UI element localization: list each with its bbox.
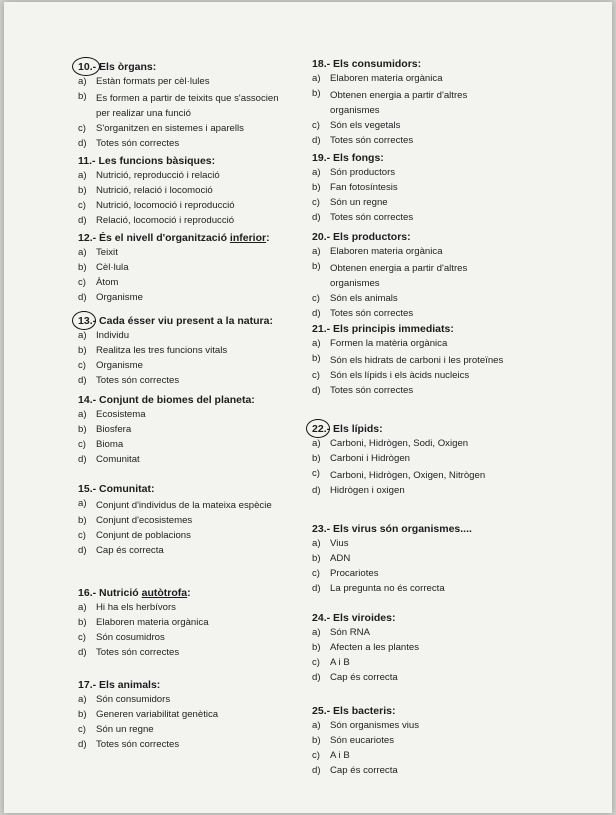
question-text: Els viroides: xyxy=(333,612,396,624)
option-letter: a) xyxy=(312,438,321,450)
answer-option-b[interactable] xyxy=(312,642,512,655)
option-letter: a) xyxy=(78,694,87,706)
option-letter: d) xyxy=(78,291,87,303)
option-text: Són els lípids i els àcids nucleics xyxy=(330,370,470,382)
option-letter: b) xyxy=(312,641,321,653)
option-text: Totes són correctes xyxy=(96,738,180,750)
question-separator: .- xyxy=(323,152,334,164)
answer-option-c[interactable] xyxy=(312,120,512,133)
option-text: Són cosumidros xyxy=(96,631,165,643)
option-text: Nutrició, reproducció i relació xyxy=(96,170,220,182)
question-number: 10 xyxy=(78,61,90,73)
answer-option-d[interactable] xyxy=(78,215,293,228)
answer-option-a[interactable] xyxy=(78,694,293,707)
question-21 xyxy=(312,322,512,398)
option-text: Són els animals xyxy=(330,293,398,305)
question-separator: .- xyxy=(323,705,334,717)
option-letter: b) xyxy=(78,344,87,356)
option-letter: a) xyxy=(312,338,321,350)
question-text: Els productors: xyxy=(333,231,411,243)
option-text: Generen variabilitat genètica xyxy=(96,708,219,720)
option-letter: c) xyxy=(312,370,320,382)
question-15 xyxy=(78,482,293,558)
option-letter: c) xyxy=(78,123,86,135)
option-letter: c) xyxy=(78,530,86,542)
answer-option-d[interactable] xyxy=(312,765,512,778)
answer-option-b[interactable] xyxy=(78,617,293,630)
option-text: Cap és correcta xyxy=(330,671,398,683)
answer-option-a[interactable] xyxy=(78,409,293,422)
question-text: Els virus són organismes.... xyxy=(333,523,472,535)
option-text: Són un regne xyxy=(330,196,388,208)
answer-option-b[interactable] xyxy=(312,453,512,466)
option-text: Són organismes vius xyxy=(330,720,420,732)
question-text: Les funcions bàsiques: xyxy=(98,155,216,167)
answer-option-b[interactable] xyxy=(78,91,293,121)
question-text-underlined: autòtrofa xyxy=(141,587,188,599)
answer-option-b[interactable] xyxy=(78,185,293,198)
answer-option-a[interactable] xyxy=(78,76,293,89)
option-text: Cap és correcta xyxy=(96,544,164,556)
answer-option-a[interactable] xyxy=(312,627,512,640)
question-number: 18 xyxy=(312,58,324,70)
option-text: Són productors xyxy=(330,167,396,179)
option-letter: c) xyxy=(78,631,86,643)
option-letter: b) xyxy=(312,352,321,364)
option-text: Són els hidrats de carboni i les proteïnes xyxy=(330,354,504,366)
option-letter: c) xyxy=(312,749,320,761)
option-letter: d) xyxy=(312,307,321,319)
handwritten-circle-mark xyxy=(72,57,100,76)
question-13 xyxy=(78,314,293,387)
answer-option-b[interactable] xyxy=(312,88,512,118)
handwritten-circle-mark xyxy=(72,311,96,330)
answer-option-c[interactable] xyxy=(312,370,512,383)
option-text: Organisme xyxy=(96,359,143,371)
question-text: Els lípids: xyxy=(333,423,383,435)
answer-option-a[interactable] xyxy=(312,538,512,551)
question-separator: .- xyxy=(89,394,100,406)
option-text: Totes són correctes xyxy=(330,134,414,146)
option-letter: a) xyxy=(312,627,321,639)
option-text: Totes són correctes xyxy=(96,374,180,386)
question-number: 11 xyxy=(78,155,90,167)
answer-option-a[interactable] xyxy=(312,73,512,86)
option-letter: b) xyxy=(312,734,321,746)
answer-option-c[interactable] xyxy=(312,568,512,581)
option-text: Conjunt d'individus de la mateixa espècie xyxy=(96,500,272,512)
question-17 xyxy=(78,678,293,751)
option-letter: c) xyxy=(78,199,86,211)
option-text: Biosfera xyxy=(96,423,132,435)
option-text: Cèl·lula xyxy=(96,261,129,273)
option-text: Totes són correctes xyxy=(330,211,414,223)
option-text: Vius xyxy=(330,538,349,550)
option-text: Elaboren materia orgànica xyxy=(330,246,443,258)
question-text: Els fongs: xyxy=(333,152,384,164)
option-text: Realitza les tres funcions vitals xyxy=(96,344,228,356)
option-text: Es formen a partir de teixits que s'associen per realizar una funció xyxy=(96,92,279,119)
option-text: Elaboren materia orgànica xyxy=(330,73,443,85)
answer-option-b[interactable] xyxy=(78,262,293,275)
option-text: Totes són correctes xyxy=(96,646,180,658)
option-letter: b) xyxy=(312,452,321,464)
option-text: Totes són correctes xyxy=(330,307,414,319)
answer-option-c[interactable] xyxy=(78,123,293,136)
answer-option-d[interactable] xyxy=(78,739,293,752)
option-text: Totes són correctes xyxy=(330,384,414,396)
question-title xyxy=(78,393,293,407)
option-letter: d) xyxy=(312,384,321,396)
option-text: Comunitat xyxy=(96,453,140,465)
answer-option-c[interactable] xyxy=(78,530,293,543)
question-text: Els animals: xyxy=(99,679,161,691)
answer-option-d[interactable] xyxy=(78,454,293,467)
answer-option-a[interactable] xyxy=(78,170,293,183)
question-12 xyxy=(78,231,293,304)
answer-option-a[interactable] xyxy=(312,338,512,351)
option-letter: d) xyxy=(78,374,87,386)
question-text: És el nivell d'organització xyxy=(99,232,230,244)
question-separator: .- xyxy=(89,61,100,73)
question-text: Comunitat: xyxy=(99,483,155,495)
answer-option-a[interactable] xyxy=(78,602,293,615)
option-text: Elaboren materia orgànica xyxy=(96,616,209,628)
question-22 xyxy=(312,422,512,498)
question-18 xyxy=(312,57,512,148)
option-letter: b) xyxy=(312,260,321,272)
option-text: Nutrició, relació i locomoció xyxy=(96,184,213,196)
option-text: Afecten a les plantes xyxy=(330,641,420,653)
option-letter: a) xyxy=(78,498,87,510)
answer-option-c[interactable] xyxy=(78,724,293,737)
option-text: Són eucariotes xyxy=(330,734,394,746)
answer-option-d[interactable] xyxy=(312,308,512,321)
option-text: Són un regne xyxy=(96,723,154,735)
option-letter: a) xyxy=(312,720,321,732)
option-letter: a) xyxy=(78,330,87,342)
question-title xyxy=(312,611,512,625)
answer-option-c[interactable] xyxy=(78,439,293,452)
answer-option-d[interactable] xyxy=(78,545,293,558)
option-text: Conjunt d'ecosistemes xyxy=(96,515,193,527)
question-text: Els consumidors: xyxy=(333,58,422,70)
answer-option-b[interactable] xyxy=(78,709,293,722)
question-text: Nutrició xyxy=(99,587,142,599)
option-letter: b) xyxy=(78,515,87,527)
option-letter: c) xyxy=(312,656,320,668)
question-title xyxy=(78,60,293,74)
option-text: Individu xyxy=(96,330,130,342)
answer-option-b[interactable] xyxy=(312,553,512,566)
answer-option-c[interactable] xyxy=(78,200,293,213)
question-24 xyxy=(312,611,512,684)
option-letter: d) xyxy=(312,671,321,683)
question-separator: .- xyxy=(323,58,334,70)
question-separator: .- xyxy=(323,612,334,624)
question-14 xyxy=(78,393,293,466)
answer-option-d[interactable] xyxy=(312,385,512,398)
question-separator: .- xyxy=(323,231,334,243)
question-title xyxy=(312,151,512,165)
option-letter: b) xyxy=(78,90,87,102)
option-letter: b) xyxy=(78,261,87,273)
answer-option-c[interactable] xyxy=(312,468,512,483)
option-text: Són RNA xyxy=(330,627,370,639)
question-separator: .- xyxy=(89,315,100,327)
option-text: Són els vegetals xyxy=(330,120,401,132)
option-letter: a) xyxy=(78,247,87,259)
option-letter: c) xyxy=(312,120,320,132)
question-separator: .- xyxy=(323,523,334,535)
answer-option-b[interactable] xyxy=(312,735,512,748)
question-title xyxy=(312,522,512,536)
answer-option-d[interactable] xyxy=(78,292,293,305)
question-25 xyxy=(312,704,512,777)
option-letter: a) xyxy=(312,73,321,85)
option-letter: d) xyxy=(312,484,321,496)
question-16 xyxy=(78,586,293,659)
question-title xyxy=(312,230,512,244)
option-letter: c) xyxy=(312,567,320,579)
option-text: Carboni, Hidrògen, Sodi, Oxigen xyxy=(330,438,469,450)
question-separator: .- xyxy=(89,483,100,495)
option-letter: c) xyxy=(312,293,320,305)
question-10 xyxy=(78,60,293,151)
option-letter: b) xyxy=(312,181,321,193)
option-text: Ecosistema xyxy=(96,409,146,421)
answer-option-c[interactable] xyxy=(78,277,293,290)
handwritten-circle-mark xyxy=(306,419,330,438)
answer-option-d[interactable] xyxy=(78,375,293,388)
answer-option-a[interactable] xyxy=(312,720,512,733)
option-letter: b) xyxy=(312,87,321,99)
option-letter: b) xyxy=(78,616,87,628)
answer-option-c[interactable] xyxy=(312,197,512,210)
question-number: 13 xyxy=(78,315,90,327)
option-text: Obtenen energia a partir d'altres organismes xyxy=(330,262,468,289)
question-11 xyxy=(78,154,293,227)
option-text: A i B xyxy=(330,656,350,668)
question-number: 19 xyxy=(312,152,324,164)
option-letter: a) xyxy=(78,76,87,88)
question-separator: .- xyxy=(323,323,334,335)
question-text-end: : xyxy=(266,232,270,244)
question-title xyxy=(78,314,293,328)
question-text: Els bacteris: xyxy=(333,705,396,717)
question-text: Cada ésser viu present a la natura: xyxy=(99,315,273,327)
option-letter: d) xyxy=(78,738,87,750)
question-19 xyxy=(312,151,512,224)
option-text: Procariotes xyxy=(330,567,379,579)
answer-option-c[interactable] xyxy=(312,657,512,670)
question-separator: .- xyxy=(89,587,100,599)
answer-option-b[interactable] xyxy=(78,345,293,358)
option-letter: c) xyxy=(78,723,86,735)
answer-option-a[interactable] xyxy=(78,247,293,260)
answer-option-b[interactable] xyxy=(312,261,512,291)
question-number: 22 xyxy=(312,423,324,435)
question-title xyxy=(78,482,293,496)
answer-option-d[interactable] xyxy=(78,647,293,660)
question-title xyxy=(312,704,512,718)
question-title xyxy=(312,322,512,336)
question-separator: .- xyxy=(89,679,100,691)
question-title xyxy=(312,57,512,71)
option-text: Relació, locomoció i reproducció xyxy=(96,214,235,226)
question-number: 20 xyxy=(312,231,324,243)
option-text: Nutrició, locomoció i reproducció xyxy=(96,199,235,211)
question-title xyxy=(78,231,293,245)
option-letter: c) xyxy=(78,438,86,450)
question-number: 23 xyxy=(312,523,324,535)
option-letter: a) xyxy=(312,167,321,179)
answer-option-c[interactable] xyxy=(78,632,293,645)
answer-option-d[interactable] xyxy=(312,135,512,148)
option-text: Hidrògen i oxigen xyxy=(330,484,405,496)
answer-option-d[interactable] xyxy=(312,212,512,225)
option-letter: d) xyxy=(78,646,87,658)
question-title xyxy=(78,586,293,600)
option-letter: d) xyxy=(78,137,87,149)
answer-option-c[interactable] xyxy=(78,360,293,373)
option-letter: a) xyxy=(78,602,87,614)
option-text: Carboni, Hidrògen, Oxigen, Nitrògen xyxy=(330,469,486,481)
question-number: 12 xyxy=(78,232,90,244)
question-text: Els principis immediats: xyxy=(333,323,454,335)
option-letter: d) xyxy=(78,214,87,226)
option-text: Conjunt de poblacions xyxy=(96,530,191,542)
option-letter: d) xyxy=(312,764,321,776)
answer-option-b[interactable] xyxy=(78,515,293,528)
answer-option-a[interactable] xyxy=(78,330,293,343)
question-separator: .- xyxy=(89,155,99,167)
option-text: ADN xyxy=(330,552,351,564)
question-separator: .- xyxy=(89,232,100,244)
question-text-underlined: inferior xyxy=(229,232,267,244)
question-separator: .- xyxy=(323,423,334,435)
question-number: 16 xyxy=(78,587,90,599)
option-text: Obtenen energia a partir d'altres organismes xyxy=(330,89,468,116)
answer-option-a[interactable] xyxy=(78,498,293,513)
option-letter: d) xyxy=(78,544,87,556)
answer-option-a[interactable] xyxy=(312,246,512,259)
option-text: Hi ha els herbívors xyxy=(96,602,176,614)
answer-option-d[interactable] xyxy=(312,583,512,596)
question-number: 15 xyxy=(78,483,90,495)
option-text: Organisme xyxy=(96,291,143,303)
question-title xyxy=(78,678,293,692)
question-number: 21 xyxy=(312,323,324,335)
question-title xyxy=(312,422,512,436)
option-letter: b) xyxy=(312,552,321,564)
question-number: 17 xyxy=(78,679,90,691)
option-text: Bioma xyxy=(96,438,124,450)
option-letter: a) xyxy=(312,538,321,550)
question-number: 25 xyxy=(312,705,324,717)
question-text-end: : xyxy=(187,587,191,599)
option-text: Teixit xyxy=(96,247,118,259)
question-text: Els òrgans: xyxy=(99,61,157,73)
question-text: Conjunt de biomes del planeta: xyxy=(99,394,255,406)
option-letter: c) xyxy=(312,196,320,208)
option-letter: c) xyxy=(78,359,86,371)
option-letter: b) xyxy=(78,184,87,196)
option-text: S'organitzen en sistemes i aparells xyxy=(96,123,244,135)
option-text: La pregunta no és correcta xyxy=(330,582,445,594)
option-text: Formen la matèria orgànica xyxy=(330,338,448,350)
question-number: 24 xyxy=(312,612,324,624)
option-letter: d) xyxy=(312,211,321,223)
option-letter: d) xyxy=(312,582,321,594)
answer-option-d[interactable] xyxy=(312,485,512,498)
answer-option-a[interactable] xyxy=(312,167,512,180)
exam-page xyxy=(4,2,612,813)
answer-option-c[interactable] xyxy=(312,293,512,306)
option-letter: a) xyxy=(312,246,321,258)
option-text: Carboni i Hidrògen xyxy=(330,452,410,464)
question-20 xyxy=(312,230,512,321)
option-letter: c) xyxy=(312,467,320,479)
option-letter: d) xyxy=(312,134,321,146)
option-text: Són consumidors xyxy=(96,694,171,706)
option-text: Àtom xyxy=(96,276,119,288)
option-letter: b) xyxy=(78,708,87,720)
answer-option-a[interactable] xyxy=(312,438,512,451)
option-letter: b) xyxy=(78,423,87,435)
option-text: Cap és correcta xyxy=(330,764,398,776)
option-text: Estàn formats per cèl·lules xyxy=(96,76,210,88)
answer-option-c[interactable] xyxy=(312,750,512,763)
option-letter: c) xyxy=(78,276,86,288)
answer-option-d[interactable] xyxy=(312,672,512,685)
option-letter: a) xyxy=(78,409,87,421)
option-letter: a) xyxy=(78,170,87,182)
answer-option-b[interactable] xyxy=(312,353,512,368)
answer-option-b[interactable] xyxy=(78,424,293,437)
question-number: 14 xyxy=(78,394,90,406)
option-text: Fan fotosíntesis xyxy=(330,181,398,193)
option-text: Totes són correctes xyxy=(96,137,180,149)
option-letter: d) xyxy=(78,453,87,465)
option-text: A i B xyxy=(330,749,350,761)
answer-option-d[interactable] xyxy=(78,138,293,151)
answer-option-b[interactable] xyxy=(312,182,512,195)
question-23 xyxy=(312,522,512,595)
question-title xyxy=(78,154,293,168)
